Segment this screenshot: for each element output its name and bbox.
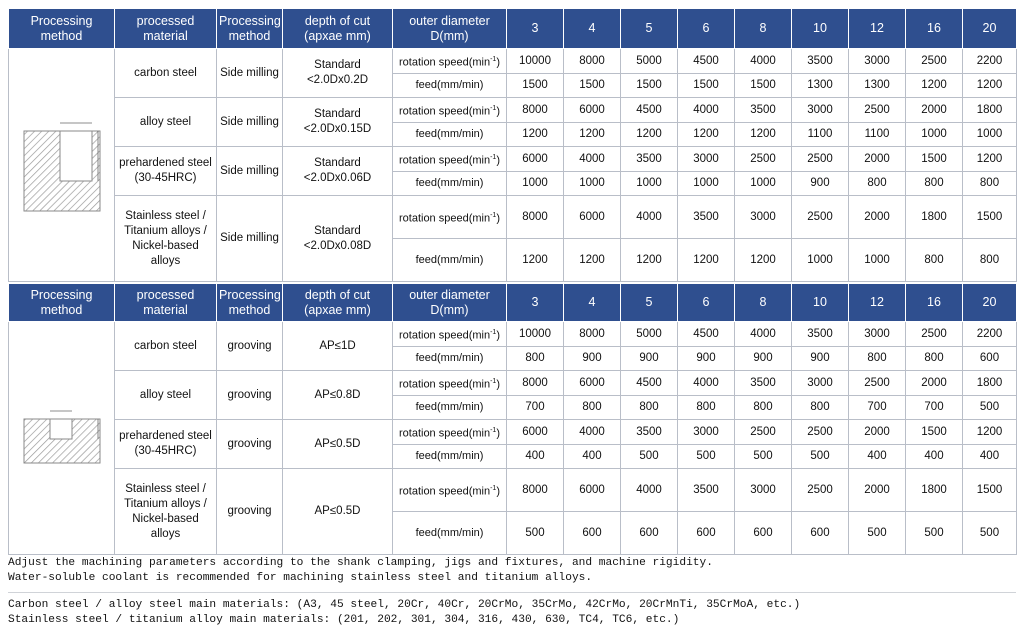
speed-value: 1800 <box>906 196 963 239</box>
feed-value: 500 <box>621 445 678 469</box>
method-cell: Side milling <box>217 49 283 98</box>
header-diameter: 6 <box>678 9 735 49</box>
feed-value: 1000 <box>963 123 1017 147</box>
side-milling-diagram-icon <box>20 117 104 213</box>
speed-value: 2000 <box>849 147 906 172</box>
header-depth-of-cut: depth of cut (apxae mm) <box>283 9 393 49</box>
depth-cell: AP≤0.8D <box>283 371 393 420</box>
feed-value: 1200 <box>507 239 564 282</box>
speed-value: 3500 <box>792 322 849 347</box>
header-row <box>9 284 1017 322</box>
feed-value: 1200 <box>621 239 678 282</box>
rotation-speed-close: ) <box>496 427 500 440</box>
rotation-speed-exponent: -1 <box>490 211 497 219</box>
speed-row <box>9 98 1017 123</box>
feed-value: 1300 <box>792 74 849 98</box>
feed-value: 1000 <box>507 172 564 196</box>
feed-value: 1200 <box>678 239 735 282</box>
speed-value: 6000 <box>564 196 621 239</box>
header-diameter: 16 <box>906 9 963 49</box>
feed-value: 1100 <box>792 123 849 147</box>
speed-value: 3000 <box>792 98 849 123</box>
feed-value: 800 <box>849 347 906 371</box>
speed-row <box>9 469 1017 512</box>
feed-label: feed(mm/min) <box>393 123 507 147</box>
speed-value: 3000 <box>792 371 849 396</box>
rotation-speed-label <box>393 371 507 396</box>
feed-value: 1100 <box>849 123 906 147</box>
side-milling-table <box>8 8 1017 282</box>
rotation-speed-close: ) <box>496 154 500 167</box>
feed-value: 500 <box>507 512 564 555</box>
speed-value: 4500 <box>678 322 735 347</box>
feed-label: feed(mm/min) <box>393 512 507 555</box>
feed-value: 600 <box>678 512 735 555</box>
feed-value: 500 <box>792 445 849 469</box>
feed-value: 800 <box>621 396 678 420</box>
rotation-speed-exponent: -1 <box>490 377 497 385</box>
feed-value: 600 <box>792 512 849 555</box>
speed-value: 4500 <box>621 98 678 123</box>
method-diagram-cell <box>9 49 115 282</box>
method-cell: Side milling <box>217 147 283 196</box>
depth-cell: Standard <2.0Dx0.06D <box>283 147 393 196</box>
speed-value: 3500 <box>678 196 735 239</box>
speed-value: 3000 <box>849 322 906 347</box>
speed-row <box>9 371 1017 396</box>
speed-value: 3500 <box>792 49 849 74</box>
feed-value: 1500 <box>564 74 621 98</box>
feed-value: 500 <box>849 512 906 555</box>
header-diameter: 4 <box>564 284 621 322</box>
speed-value: 4000 <box>564 420 621 445</box>
rotation-speed-close: ) <box>496 485 500 498</box>
speed-value: 8000 <box>507 98 564 123</box>
material-cell: alloy steel <box>115 98 217 147</box>
speed-value: 1500 <box>906 420 963 445</box>
speed-value: 3500 <box>621 420 678 445</box>
feed-label: feed(mm/min) <box>393 239 507 282</box>
speed-value: 2500 <box>792 469 849 512</box>
feed-value: 1000 <box>792 239 849 282</box>
feed-value: 1000 <box>735 172 792 196</box>
feed-value: 500 <box>963 512 1017 555</box>
feed-value: 600 <box>963 347 1017 371</box>
feed-label: feed(mm/min) <box>393 172 507 196</box>
header-diameter: 12 <box>849 9 906 49</box>
notes-block-1 <box>8 556 1016 586</box>
grooving-table <box>8 283 1017 555</box>
speed-value: 1200 <box>963 147 1017 172</box>
speed-value: 6000 <box>564 371 621 396</box>
rotation-speed-text: rotation speed(min <box>398 56 491 69</box>
feed-value: 900 <box>678 347 735 371</box>
header-diameter: 16 <box>906 284 963 322</box>
material-cell: prehardened steel (30-45HRC) <box>115 147 217 196</box>
speed-value: 3000 <box>849 49 906 74</box>
feed-value: 1000 <box>621 172 678 196</box>
feed-value: 1200 <box>735 123 792 147</box>
feed-value: 1200 <box>564 123 621 147</box>
feed-value: 900 <box>792 347 849 371</box>
header-diameter: 8 <box>735 284 792 322</box>
header-row <box>9 9 1017 49</box>
depth-cell: Standard <2.0Dx0.15D <box>283 98 393 147</box>
method-cell: grooving <box>217 322 283 371</box>
note-line-3: Carbon steel / alloy steel main materials: (A3, 45 steel, 20Cr, 40Cr, 20CrMo, 35CrMo, 42CrMo, 20CrMnTi, 35CrMoA, etc.) <box>8 599 801 611</box>
speed-value: 3000 <box>678 420 735 445</box>
speed-value: 2500 <box>792 196 849 239</box>
speed-value: 8000 <box>507 196 564 239</box>
feed-value: 800 <box>963 239 1017 282</box>
feed-value: 1300 <box>849 74 906 98</box>
material-cell: Stainless steel / Titanium alloys / Nickel-based alloys <box>115 469 217 555</box>
feed-value: 1500 <box>507 74 564 98</box>
speed-value: 3000 <box>735 196 792 239</box>
rotation-speed-exponent: -1 <box>490 328 497 336</box>
feed-value: 1500 <box>678 74 735 98</box>
method-cell: grooving <box>217 420 283 469</box>
rotation-speed-close: ) <box>496 105 500 118</box>
feed-value: 1200 <box>735 239 792 282</box>
material-cell: prehardened steel (30-45HRC) <box>115 420 217 469</box>
header-diameter: 3 <box>507 9 564 49</box>
header-processing-method-short: Processing method <box>217 284 283 322</box>
feed-value: 400 <box>507 445 564 469</box>
feed-value: 600 <box>621 512 678 555</box>
notes-block-2 <box>8 592 1016 628</box>
feed-value: 1500 <box>735 74 792 98</box>
header-outer-diameter: outer diameter D(mm) <box>393 284 507 322</box>
speed-value: 3000 <box>735 469 792 512</box>
header-diameter: 5 <box>621 284 678 322</box>
material-cell: alloy steel <box>115 371 217 420</box>
speed-value: 6000 <box>507 147 564 172</box>
speed-value: 2000 <box>849 469 906 512</box>
header-processed-material: processed material <box>115 284 217 322</box>
rotation-speed-exponent: -1 <box>490 104 497 112</box>
rotation-speed-close: ) <box>496 329 500 342</box>
header-processing-method: Processing method <box>9 9 115 49</box>
feed-value: 800 <box>792 396 849 420</box>
speed-value: 2000 <box>906 98 963 123</box>
feed-value: 700 <box>906 396 963 420</box>
feed-value: 800 <box>564 396 621 420</box>
feed-value: 800 <box>906 347 963 371</box>
feed-value: 500 <box>963 396 1017 420</box>
speed-row <box>9 420 1017 445</box>
header-processing-method-short: Processing method <box>217 9 283 49</box>
feed-value: 800 <box>735 396 792 420</box>
speed-value: 3000 <box>678 147 735 172</box>
feed-value: 400 <box>963 445 1017 469</box>
speed-value: 2500 <box>849 98 906 123</box>
method-cell: grooving <box>217 371 283 420</box>
speed-value: 8000 <box>507 371 564 396</box>
rotation-speed-text: rotation speed(min <box>398 427 491 440</box>
speed-value: 2500 <box>849 371 906 396</box>
feed-label: feed(mm/min) <box>393 74 507 98</box>
speed-value: 3500 <box>621 147 678 172</box>
feed-value: 800 <box>906 172 963 196</box>
material-cell: carbon steel <box>115 322 217 371</box>
feed-value: 900 <box>564 347 621 371</box>
rotation-speed-close: ) <box>496 56 500 69</box>
feed-value: 500 <box>678 445 735 469</box>
header-diameter: 10 <box>792 284 849 322</box>
material-cell: Stainless steel / Titanium alloys / Nickel-based alloys <box>115 196 217 282</box>
method-cell: grooving <box>217 469 283 555</box>
feed-value: 1000 <box>849 239 906 282</box>
feed-value: 1200 <box>963 74 1017 98</box>
feed-value: 600 <box>564 512 621 555</box>
method-cell: Side milling <box>217 196 283 282</box>
feed-value: 500 <box>735 445 792 469</box>
speed-value: 10000 <box>507 322 564 347</box>
feed-label: feed(mm/min) <box>393 445 507 469</box>
depth-cell: Standard <2.0Dx0.2D <box>283 49 393 98</box>
speed-value: 1500 <box>963 469 1017 512</box>
speed-value: 2500 <box>792 420 849 445</box>
speed-value: 6000 <box>564 98 621 123</box>
speed-value: 1500 <box>906 147 963 172</box>
rotation-speed-text: rotation speed(min <box>398 378 491 391</box>
depth-cell: AP≤1D <box>283 322 393 371</box>
speed-value: 4000 <box>678 98 735 123</box>
speed-value: 4000 <box>564 147 621 172</box>
rotation-speed-exponent: -1 <box>490 55 497 63</box>
feed-value: 900 <box>735 347 792 371</box>
speed-row <box>9 49 1017 74</box>
header-diameter: 3 <box>507 284 564 322</box>
header-depth-of-cut: depth of cut (apxae mm) <box>283 284 393 322</box>
speed-value: 2200 <box>963 322 1017 347</box>
header-processing-method: Processing method <box>9 284 115 322</box>
speed-value: 4000 <box>621 469 678 512</box>
speed-value: 2500 <box>792 147 849 172</box>
feed-value: 700 <box>507 396 564 420</box>
feed-value: 800 <box>507 347 564 371</box>
rotation-speed-exponent: -1 <box>490 426 497 434</box>
feed-value: 900 <box>621 347 678 371</box>
note-line-4: Stainless steel / titanium alloy main materials: (201, 202, 301, 304, 316, 430, 630, TC4, TC6, etc.) <box>8 614 680 626</box>
speed-value: 2200 <box>963 49 1017 74</box>
speed-value: 4000 <box>735 49 792 74</box>
feed-value: 400 <box>849 445 906 469</box>
speed-value: 4000 <box>678 371 735 396</box>
speed-value: 3500 <box>735 371 792 396</box>
speed-value: 5000 <box>621 49 678 74</box>
rotation-speed-exponent: -1 <box>490 484 497 492</box>
method-cell: Side milling <box>217 98 283 147</box>
feed-label: feed(mm/min) <box>393 347 507 371</box>
header-outer-diameter: outer diameter D(mm) <box>393 9 507 49</box>
speed-row <box>9 196 1017 239</box>
feed-value: 800 <box>849 172 906 196</box>
grooving-diagram-icon <box>20 403 104 473</box>
header-diameter: 8 <box>735 9 792 49</box>
rotation-speed-label <box>393 196 507 239</box>
header-diameter: 6 <box>678 284 735 322</box>
feed-value: 500 <box>906 512 963 555</box>
speed-value: 2000 <box>906 371 963 396</box>
speed-value: 8000 <box>564 322 621 347</box>
speed-value: 1500 <box>963 196 1017 239</box>
depth-cell: AP≤0.5D <box>283 420 393 469</box>
rotation-speed-text: rotation speed(min <box>398 329 491 342</box>
speed-value: 2500 <box>906 322 963 347</box>
feed-label: feed(mm/min) <box>393 396 507 420</box>
speed-value: 4500 <box>621 371 678 396</box>
feed-value: 1500 <box>621 74 678 98</box>
speed-value: 6000 <box>507 420 564 445</box>
header-diameter: 10 <box>792 9 849 49</box>
speed-value: 1800 <box>963 98 1017 123</box>
speed-value: 1800 <box>906 469 963 512</box>
speed-value: 6000 <box>564 469 621 512</box>
speed-value: 8000 <box>564 49 621 74</box>
speed-value: 2000 <box>849 420 906 445</box>
feed-value: 400 <box>564 445 621 469</box>
feed-value: 1200 <box>507 123 564 147</box>
rotation-speed-text: rotation speed(min <box>398 105 491 118</box>
rotation-speed-text: rotation speed(min <box>398 154 491 167</box>
feed-value: 600 <box>735 512 792 555</box>
rotation-speed-exponent: -1 <box>490 153 497 161</box>
rotation-speed-label <box>393 98 507 123</box>
speed-value: 2000 <box>849 196 906 239</box>
depth-cell: Standard <2.0Dx0.08D <box>283 196 393 282</box>
feed-value: 1000 <box>906 123 963 147</box>
rotation-speed-label <box>393 147 507 172</box>
speed-value: 1200 <box>963 420 1017 445</box>
header-diameter: 12 <box>849 284 906 322</box>
header-diameter: 20 <box>963 9 1017 49</box>
header-diameter: 5 <box>621 9 678 49</box>
header-diameter: 4 <box>564 9 621 49</box>
rotation-speed-label <box>393 469 507 512</box>
speed-row <box>9 322 1017 347</box>
rotation-speed-close: ) <box>496 212 500 225</box>
feed-value: 800 <box>678 396 735 420</box>
rotation-speed-label <box>393 420 507 445</box>
feed-value: 1200 <box>564 239 621 282</box>
speed-row <box>9 147 1017 172</box>
feed-value: 700 <box>849 396 906 420</box>
feed-value: 800 <box>906 239 963 282</box>
speed-value: 10000 <box>507 49 564 74</box>
method-diagram-cell <box>9 322 115 555</box>
note-line-1: Adjust the machining parameters according to the shank clamping, jigs and fixtures, and machine rigidity. <box>8 557 713 569</box>
header-processed-material: processed material <box>115 9 217 49</box>
speed-value: 4000 <box>621 196 678 239</box>
speed-value: 3500 <box>735 98 792 123</box>
speed-value: 5000 <box>621 322 678 347</box>
note-line-2: Water-soluble coolant is recommended for machining stainless steel and titanium alloys. <box>8 572 593 584</box>
header-diameter: 20 <box>963 284 1017 322</box>
depth-cell: AP≤0.5D <box>283 469 393 555</box>
feed-value: 1200 <box>678 123 735 147</box>
feed-value: 1200 <box>621 123 678 147</box>
feed-value: 1200 <box>906 74 963 98</box>
rotation-speed-text: rotation speed(min <box>398 485 491 498</box>
speed-value: 2500 <box>906 49 963 74</box>
rotation-speed-label <box>393 322 507 347</box>
speed-value: 4000 <box>735 322 792 347</box>
speed-value: 3500 <box>678 469 735 512</box>
feed-value: 900 <box>792 172 849 196</box>
feed-value: 400 <box>906 445 963 469</box>
feed-value: 1000 <box>678 172 735 196</box>
speed-value: 4500 <box>678 49 735 74</box>
rotation-speed-close: ) <box>496 378 500 391</box>
rotation-speed-text: rotation speed(min <box>398 212 491 225</box>
speed-value: 2500 <box>735 147 792 172</box>
feed-value: 1000 <box>564 172 621 196</box>
speed-value: 2500 <box>735 420 792 445</box>
speed-value: 1800 <box>963 371 1017 396</box>
speed-value: 8000 <box>507 469 564 512</box>
rotation-speed-label <box>393 49 507 74</box>
feed-value: 800 <box>963 172 1017 196</box>
material-cell: carbon steel <box>115 49 217 98</box>
